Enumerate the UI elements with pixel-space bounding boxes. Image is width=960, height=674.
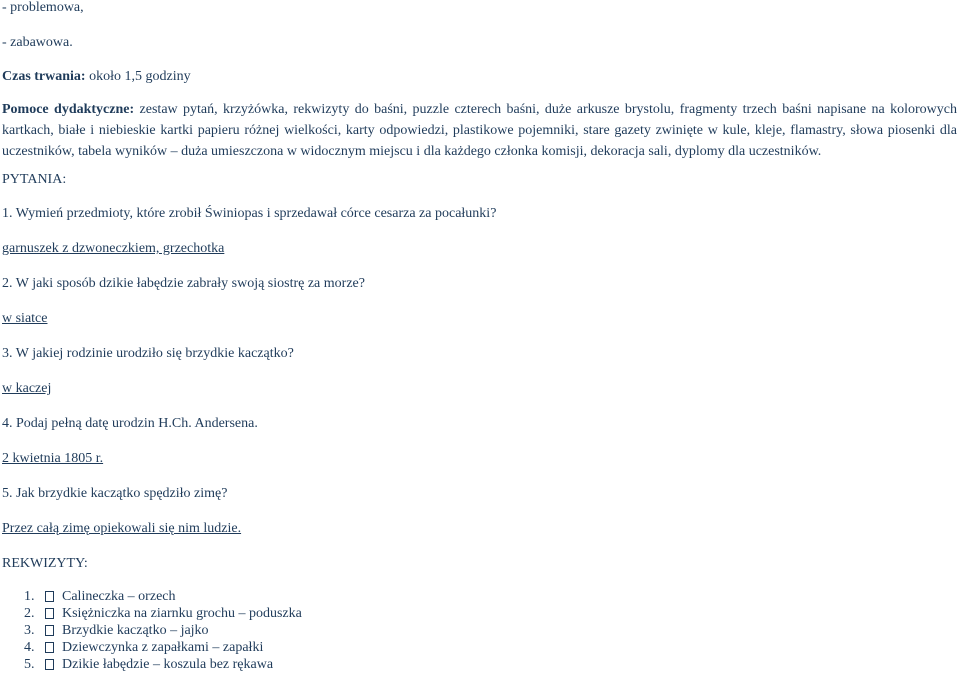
list-item-number: 3. [24, 623, 35, 638]
question-2: 2. W jaki sposób dzikie łabędzie zabrały swoją siostrę za morze? [2, 276, 365, 291]
checkbox-glyph-icon [45, 608, 54, 619]
checkbox-glyph-icon [45, 625, 54, 636]
answer-3: w kaczej [2, 381, 52, 396]
list-item-number: 4. [24, 640, 35, 655]
aids-text: zestaw pytań, krzyżówka, rekwizyty do baśni, puzzle czterech baśni, duże arkusze brystolu, fragmenty trzech baśni napisane na kolorowych kartkach, białe i niebieskie kartki papieru różnej wielkości, karty odpowiedzi, plastikowe pojemniki, stare gazety zwinięte w kule, kleje, flamastry, słowa piosenki dla uczestników, tabela wyników – duża umieszczona w widocznym miejscu i dla każdego członka komisji, dekoracja sali, dyplomy dla uczestników. [2, 102, 957, 159]
list-item-number: 1. [24, 589, 35, 604]
duration-label: Czas trwania: [2, 69, 86, 84]
list-item-number: 2. [24, 606, 35, 621]
list-item-text: Calineczka – orzech [62, 589, 176, 604]
question-5: 5. Jak brzydkie kaczątko spędziło zimę? [2, 486, 228, 501]
answer-4: 2 kwietnia 1805 r. [2, 451, 104, 466]
question-4: 4. Podaj pełną datę urodzin H.Ch. Andersena. [2, 416, 258, 431]
answer-5: Przez całą zimę opiekowali się nim ludzie. [2, 521, 242, 536]
questions-heading: PYTANIA: [2, 172, 67, 187]
list-item-text: Dziewczynka z zapałkami – zapałki [62, 640, 264, 655]
question-1: 1. Wymień przedmioty, które zrobił Świniopas i sprzedawał córce cesarza za pocałunki? [2, 206, 497, 221]
type-zabawowa: - zabawowa. [2, 35, 73, 50]
checkbox-glyph-icon [45, 659, 54, 670]
duration-value: około 1,5 godziny [85, 69, 191, 84]
list-item-text: Brzydkie kaczątko – jajko [62, 623, 209, 638]
aids-paragraph [2, 99, 957, 162]
list-item-text: Księżniczka na ziarnku grochu – poduszka [62, 606, 302, 621]
checkbox-glyph-icon [45, 591, 54, 602]
list-item-text: Dzikie łabędzie – koszula bez rękawa [62, 657, 274, 672]
answer-1: garnuszek z dzwoneczkiem, grzechotka [2, 241, 225, 256]
type-problemowa: - problemowa, [2, 0, 84, 15]
answer-2: w siatce [2, 311, 48, 326]
duration-line [2, 69, 191, 85]
list-item-number: 5. [24, 657, 35, 672]
props-heading: REKWIZYTY: [2, 556, 88, 571]
checkbox-glyph-icon [45, 642, 54, 653]
aids-label: Pomoce dydaktyczne: [2, 102, 135, 117]
question-3: 3. W jakiej rodzinie urodziło się brzydkie kaczątko? [2, 346, 294, 361]
